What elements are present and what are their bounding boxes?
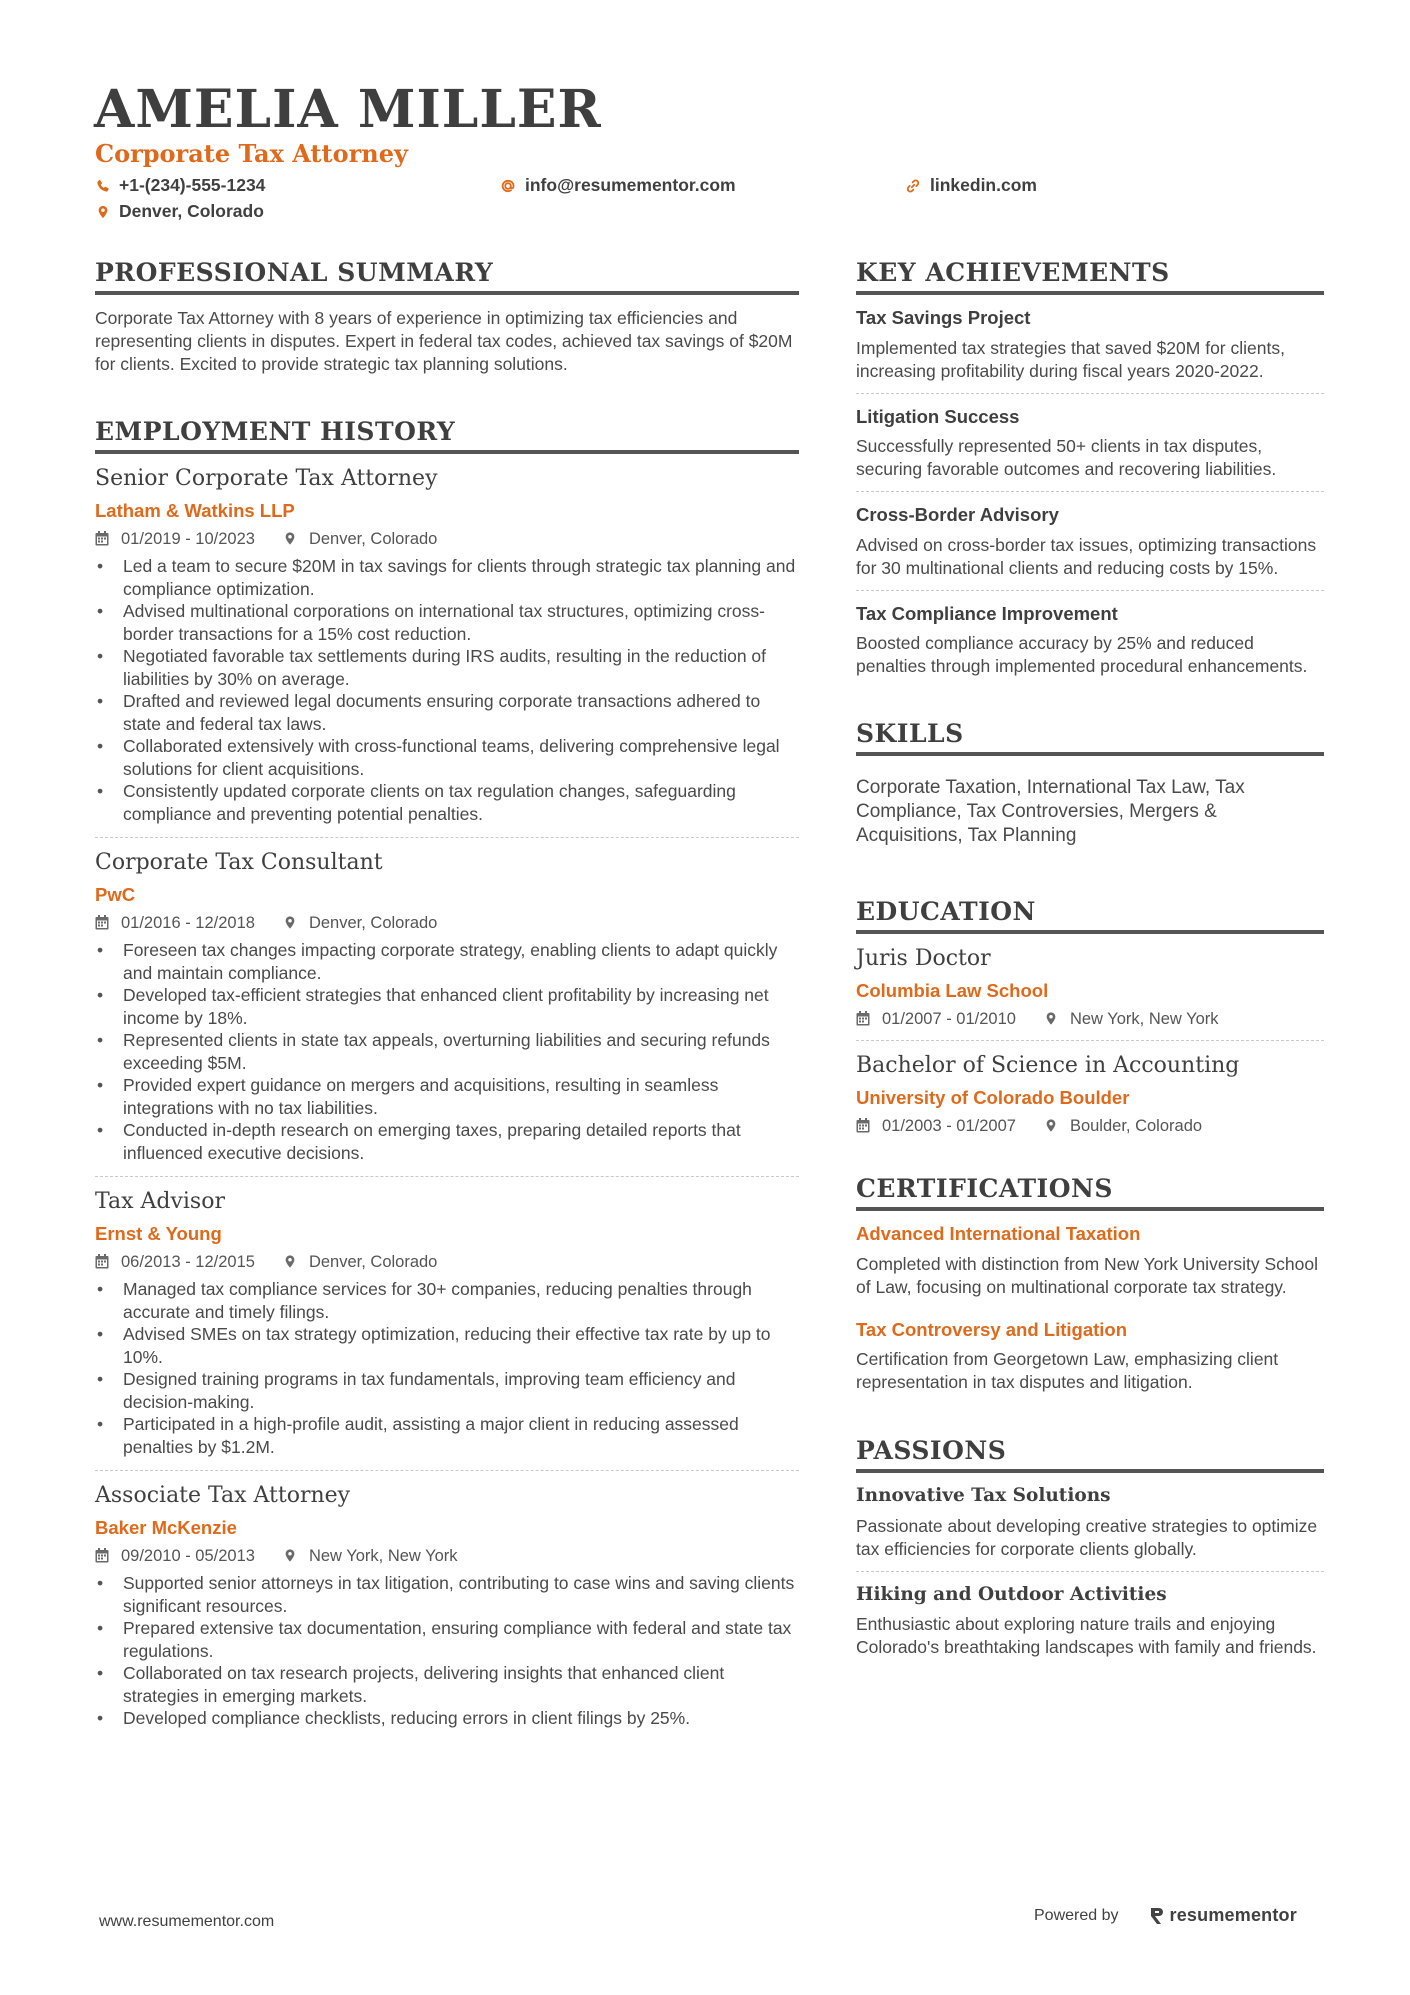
- education-degree: Juris Doctor: [856, 946, 991, 971]
- job-bullet: • Prepared extensive tax documentation, ensuring compliance with federal and state tax regulations.: [95, 1617, 799, 1662]
- employment-heading: EMPLOYMENT HISTORY: [95, 419, 799, 454]
- achievement-text: Boosted compliance accuracy by 25% and reduced penalties through implemented procedural enhancements.: [856, 633, 1308, 676]
- powered-by-label: Powered by: [1034, 1906, 1119, 1924]
- job-bullets: [95, 1572, 799, 1730]
- jobs-list: [95, 468, 799, 1730]
- calendar-icon: [95, 1548, 109, 1563]
- passion-title: Innovative Tax Solutions: [856, 1485, 1111, 1506]
- divider: [95, 1176, 799, 1177]
- footer-branding: [1034, 1905, 1297, 1926]
- achievement-title: Tax Compliance Improvement: [856, 602, 1118, 624]
- job-bullet: • Provided expert guidance on mergers and acquisitions, resulting in seamless integrations with no tax liabilities.: [95, 1074, 799, 1119]
- job-location: New York, New York: [308, 1546, 458, 1565]
- job-company: Ernst & Young: [95, 1223, 222, 1244]
- job-title: Senior Corporate Tax Attorney: [95, 466, 438, 491]
- right-column: [856, 260, 1324, 1659]
- contact-phone: [96, 177, 265, 195]
- map-pin-icon: [1044, 1118, 1058, 1133]
- education-meta: [856, 1118, 1324, 1135]
- brand-logo-icon: [1149, 1906, 1165, 1926]
- divider: [856, 393, 1324, 394]
- certifications-heading: CERTIFICATIONS: [856, 1176, 1324, 1211]
- certification-text: Certification from Georgetown Law, emphasizing client representation in tax disputes and litigation.: [856, 1349, 1279, 1392]
- at-icon: [500, 178, 516, 194]
- achievement-title: Tax Savings Project: [856, 307, 1031, 328]
- job-bullet: • Supported senior attorneys in tax litigation, contributing to case wins and saving clients significant resources.: [95, 1572, 799, 1617]
- job-bullet: • Consistently updated corporate clients on tax regulation changes, safeguarding compliance and preventing potential penalties.: [95, 780, 799, 825]
- job-bullet: • Collaborated on tax research projects, delivering insights that enhanced client strategies in emerging markets.: [95, 1662, 799, 1707]
- job-bullet: • Developed tax-efficient strategies that enhanced client profitability by increasing net income by 18%.: [95, 984, 799, 1029]
- left-column: [95, 260, 799, 1730]
- candidate-role: Corporate Tax Attorney: [95, 139, 408, 168]
- skills-text: Corporate Taxation, International Tax Law, Tax Compliance, Tax Controversies, Mergers & Acquisitions, Tax Planning: [856, 777, 1245, 846]
- location-text: Denver, Colorado: [119, 201, 264, 221]
- achievement-text: Advised on cross-border tax issues, optimizing transactions for 30 multinational clients and reducing costs by 15%.: [856, 534, 1317, 578]
- link-icon: [905, 178, 921, 194]
- divider: [95, 1470, 799, 1471]
- job-meta: [95, 1548, 799, 1565]
- job-meta: [95, 915, 799, 932]
- job-location: Denver, Colorado: [308, 529, 438, 548]
- education-degree: Bachelor of Science in Accounting: [856, 1053, 1240, 1078]
- education-item: [856, 948, 1324, 1027]
- divider: [856, 491, 1324, 492]
- job-bullet: • Drafted and reviewed legal documents ensuring corporate transactions adhered to state and federal tax laws.: [95, 690, 799, 735]
- job-company: PwC: [95, 884, 136, 905]
- job-bullet: • Foreseen tax changes impacting corporate strategy, enabling clients to adapt quickly and maintain compliance.: [95, 939, 799, 984]
- linkedin-text: linkedin.com: [930, 175, 1037, 195]
- job-entry: [95, 1191, 799, 1458]
- job-bullet: • Collaborated extensively with cross-functional teams, delivering comprehensive legal solutions for client acquisitions.: [95, 735, 799, 780]
- job-dates: 09/2010 - 05/2013: [121, 1546, 255, 1565]
- passion-item: [856, 1487, 1324, 1561]
- job-company: Baker McKenzie: [95, 1517, 237, 1538]
- achievement-item: [856, 405, 1324, 482]
- contact-email[interactable]: [500, 177, 736, 195]
- passion-text: Enthusiastic about exploring nature trails and enjoying Colorado's breathtaking landscapes with family and friends.: [856, 1614, 1317, 1657]
- map-pin-icon: [283, 915, 297, 930]
- phone-icon: [96, 178, 110, 194]
- education-school: Columbia Law School: [856, 980, 1049, 1001]
- job-dates: 01/2019 - 10/2023: [121, 529, 255, 548]
- brand-name[interactable]: resumementor: [1169, 1905, 1297, 1925]
- divider: [856, 1040, 1324, 1041]
- skills-heading: SKILLS: [856, 721, 1324, 756]
- map-pin-icon: [283, 1548, 297, 1563]
- job-entry: [95, 468, 799, 825]
- job-company: Latham & Watkins LLP: [95, 500, 295, 521]
- passions-heading: PASSIONS: [856, 1438, 1324, 1473]
- map-pin-icon: [1044, 1011, 1058, 1026]
- job-entry: [95, 1485, 799, 1730]
- education-location: Boulder, Colorado: [1069, 1116, 1203, 1135]
- contact-linkedin[interactable]: [905, 177, 1037, 195]
- certification-item: [856, 1318, 1324, 1395]
- job-dates: 06/2013 - 12/2015: [121, 1252, 255, 1271]
- job-bullet: • Advised multinational corporations on international tax structures, optimizing cross-border transactions for a 15% cost reduction.: [95, 600, 799, 645]
- calendar-icon: [856, 1118, 870, 1133]
- job-bullet: • Managed tax compliance services for 30+ companies, reducing penalties through accurate and timely filings.: [95, 1278, 799, 1323]
- job-bullet: • Conducted in-depth research on emerging taxes, preparing detailed reports that influenced executive decisions.: [95, 1119, 799, 1164]
- job-entry: [95, 852, 799, 1164]
- certification-text: Completed with distinction from New York University School of Law, focusing on multinational corporate tax strategy.: [856, 1253, 1318, 1297]
- job-bullets: [95, 555, 799, 825]
- certification-item: [856, 1225, 1324, 1299]
- achievement-text: Successfully represented 50+ clients in tax disputes, securing favorable outcomes and recovering liabilities.: [856, 436, 1277, 479]
- certification-title: Tax Controversy and Litigation: [856, 1318, 1128, 1340]
- job-bullet: • Advised SMEs on tax strategy optimization, reducing their effective tax rate by up to 10%.: [95, 1323, 799, 1368]
- job-meta: [95, 531, 799, 548]
- calendar-icon: [95, 1254, 109, 1269]
- job-dates: 01/2016 - 12/2018: [121, 913, 255, 932]
- divider: [856, 590, 1324, 591]
- achievements-heading: KEY ACHIEVEMENTS: [856, 260, 1324, 295]
- education-dates: 01/2007 - 01/2010: [882, 1009, 1016, 1028]
- phone-text: +1-(234)-555-1234: [119, 175, 266, 195]
- footer-website[interactable]: www.resumementor.com: [99, 1913, 275, 1930]
- achievement-text: Implemented tax strategies that saved $20M for clients, increasing profitability during fiscal years 2020-2022.: [856, 337, 1285, 381]
- calendar-icon: [95, 915, 109, 930]
- job-bullet: • Led a team to secure $20M in tax savings for clients through strategic tax planning and compliance optimization.: [95, 555, 799, 600]
- achievement-item: [856, 602, 1324, 679]
- job-bullet: • Developed compliance checklists, reducing errors in client filings by 25%.: [95, 1707, 799, 1730]
- job-title: Corporate Tax Consultant: [95, 850, 383, 875]
- job-bullet: • Participated in a high-profile audit, assisting a major client in reducing assessed penalties by $1.2M.: [95, 1413, 799, 1458]
- achievement-item: [856, 309, 1324, 383]
- divider: [95, 837, 799, 838]
- map-pin-icon: [283, 531, 297, 546]
- calendar-icon: [856, 1011, 870, 1026]
- calendar-icon: [95, 531, 109, 546]
- map-pin-icon: [96, 204, 110, 220]
- job-meta: [95, 1254, 799, 1271]
- divider: [856, 1571, 1324, 1572]
- job-bullet: • Represented clients in state tax appeals, overturning liabilities and securing refunds exceeding $5M.: [95, 1029, 799, 1074]
- education-dates: 01/2003 - 01/2007: [882, 1116, 1016, 1135]
- summary-text: Corporate Tax Attorney with 8 years of experience in optimizing tax efficiencies and representing clients in disputes. Expert in federal tax codes, achieved tax savings of $20M for clients. Excited to provide strategic tax planning solutions.: [95, 308, 793, 374]
- education-meta: [856, 1011, 1324, 1028]
- passion-text: Passionate about developing creative strategies to optimize tax efficiencies for corporate clients globally.: [856, 1515, 1318, 1559]
- job-title: Tax Advisor: [95, 1189, 225, 1214]
- education-item: [856, 1055, 1324, 1134]
- job-location: Denver, Colorado: [308, 913, 438, 932]
- email-text: info@resumementor.com: [525, 175, 736, 195]
- achievement-item: [856, 506, 1324, 580]
- education-location: New York, New York: [1069, 1009, 1219, 1028]
- map-pin-icon: [283, 1254, 297, 1269]
- education-heading: EDUCATION: [856, 899, 1324, 934]
- job-bullets: [95, 939, 799, 1164]
- passion-title: Hiking and Outdoor Activities: [856, 1583, 1167, 1605]
- passion-item: [856, 1583, 1324, 1660]
- job-title: Associate Tax Attorney: [95, 1483, 351, 1508]
- job-bullets: [95, 1278, 799, 1458]
- contact-location: [96, 203, 264, 221]
- achievement-title: Litigation Success: [856, 405, 1020, 427]
- certification-title: Advanced International Taxation: [856, 1223, 1141, 1244]
- candidate-name: AMELIA MILLER: [94, 79, 602, 140]
- job-bullet: • Designed training programs in tax fundamentals, improving team efficiency and decision-making.: [95, 1368, 799, 1413]
- summary-heading: PROFESSIONAL SUMMARY: [95, 260, 799, 295]
- job-bullet: • Negotiated favorable tax settlements during IRS audits, resulting in the reduction of liabilities by 30% on average.: [95, 645, 799, 690]
- achievement-title: Cross-Border Advisory: [856, 504, 1059, 525]
- job-location: Denver, Colorado: [308, 1252, 438, 1271]
- education-school: University of Colorado Boulder: [856, 1087, 1130, 1108]
